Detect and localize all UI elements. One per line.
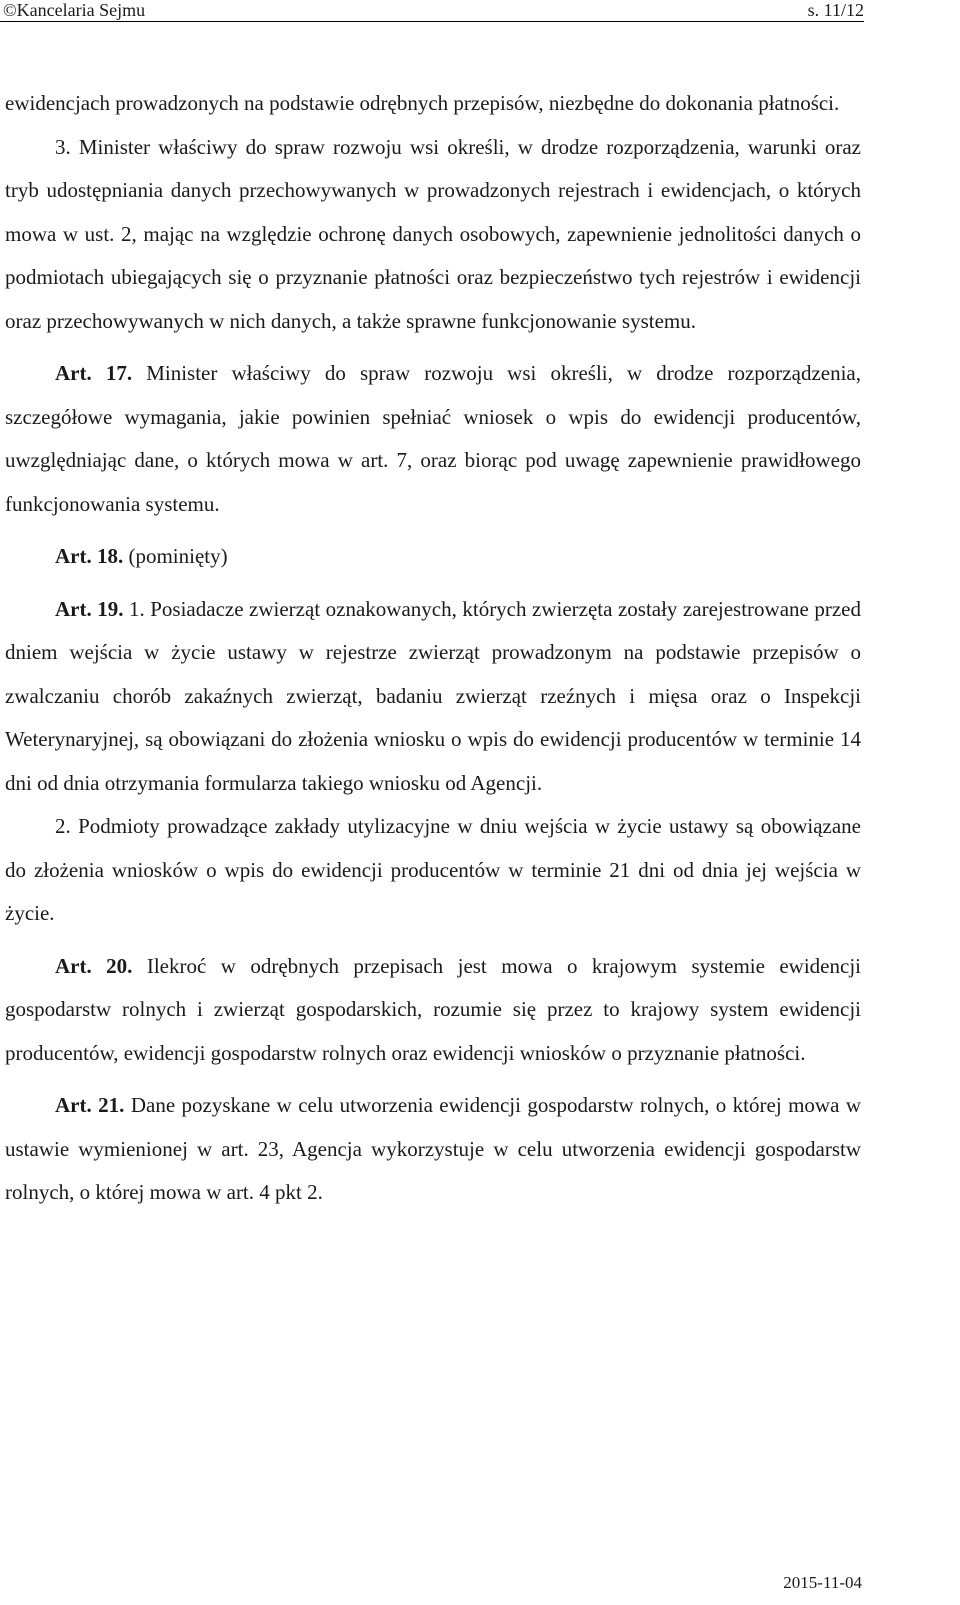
article-20 [5, 945, 861, 1076]
paragraph-text: 3. Minister właściwy do spraw rozwoju wsi określi, w drodze rozporządzenia, warunki oraz tryb udostępniania danych przechowywanych w prowadzonych rejestrach i ewidencjach, o których mowa w ust. 2, mając na względzie ochronę danych osobowych, zapewnienie jednolitości danych o podmiotach ubiegających się o przyznanie płatności oraz bezpieczeństwo tych rejestrów i ewidencji oraz przechowywanych w nich danych, a także sprawne funkcjonowanie systemu. [5, 134, 861, 333]
paragraph-ust-3 [5, 126, 861, 344]
header-divider [0, 21, 864, 22]
page-number: s. 11/12 [807, 0, 864, 20]
article-19 [5, 588, 861, 806]
paragraph-ust-2 [5, 805, 861, 936]
page-header [0, 0, 960, 22]
article-label: Art. 21. [55, 1093, 125, 1117]
article-label: Art. 17. [55, 361, 133, 385]
article-label: Art. 20. [55, 953, 133, 978]
article-18 [5, 535, 861, 579]
paragraph-text: ewidencjach prowadzonych na podstawie odrębnych przepisów, niezbędne do dokonania płatności. [5, 91, 840, 115]
document-date: 2015-11-04 [783, 1573, 862, 1592]
article-text: Ilekroć w odrębnych przepisach jest mowa o krajowym systemie ewidencji gospodarstw rolnych i zwierząt gospodarskich, rozumie się przez to krajowy system ewidencji producentów, ewidencji gospodarstw rolnych oraz ewidencji wniosków o przyznanie płatności. [5, 953, 861, 1065]
article-17 [5, 352, 861, 526]
article-label: Art. 18. [55, 544, 124, 568]
article-21 [5, 1084, 861, 1215]
document-body [5, 82, 861, 1215]
article-text: 1. Posiadacze zwierząt oznakowanych, których zwierzęta zostały zarejestrowane przed dniem wejścia w życie ustawy w rejestrze zwierząt prowadzonym na podstawie przepisów o zwalczaniu chorób zakaźnych zwierząt, badaniu zwierząt rzeźnych i mięsa oraz o Inspekcji Weterynaryjnej, są obowiązani do złożenia wniosku o wpis do ewidencji producentów w terminie 14 dni od dnia otrzymania formularza takiego wniosku od Agencji. [5, 596, 861, 795]
paragraph-text: 2. Podmioty prowadzące zakłady utylizacyjne w dniu wejścia w życie ustawy są obowiązane do złożenia wniosków o wpis do ewidencji producentów w terminie 21 dni od dnia jej wejścia w życie. [5, 814, 861, 925]
copyright-label: ©Kancelaria Sejmu [3, 0, 146, 20]
article-text: Minister właściwy do spraw rozwoju wsi określi, w drodze rozporządzenia, szczegółowe wymagania, jakie powinien spełniać wniosek o wpis do ewidencji producentów, uwzględniając dane, o których mowa w art. 7, oraz biorąc pod uwagę zapewnienie prawidłowego funkcjonowania systemu. [5, 361, 861, 516]
article-label: Art. 19. [55, 596, 124, 621]
paragraph-continuation [5, 82, 861, 126]
article-text: Dane pozyskane w celu utworzenia ewidencji gospodarstw rolnych, o której mowa w ustawie wymienionej w art. 23, Agencja wykorzystuje w celu utworzenia ewidencji gospodarstw rolnych, o której mowa w art. 4 pkt 2. [5, 1093, 861, 1204]
article-text: (pominięty) [123, 544, 228, 568]
